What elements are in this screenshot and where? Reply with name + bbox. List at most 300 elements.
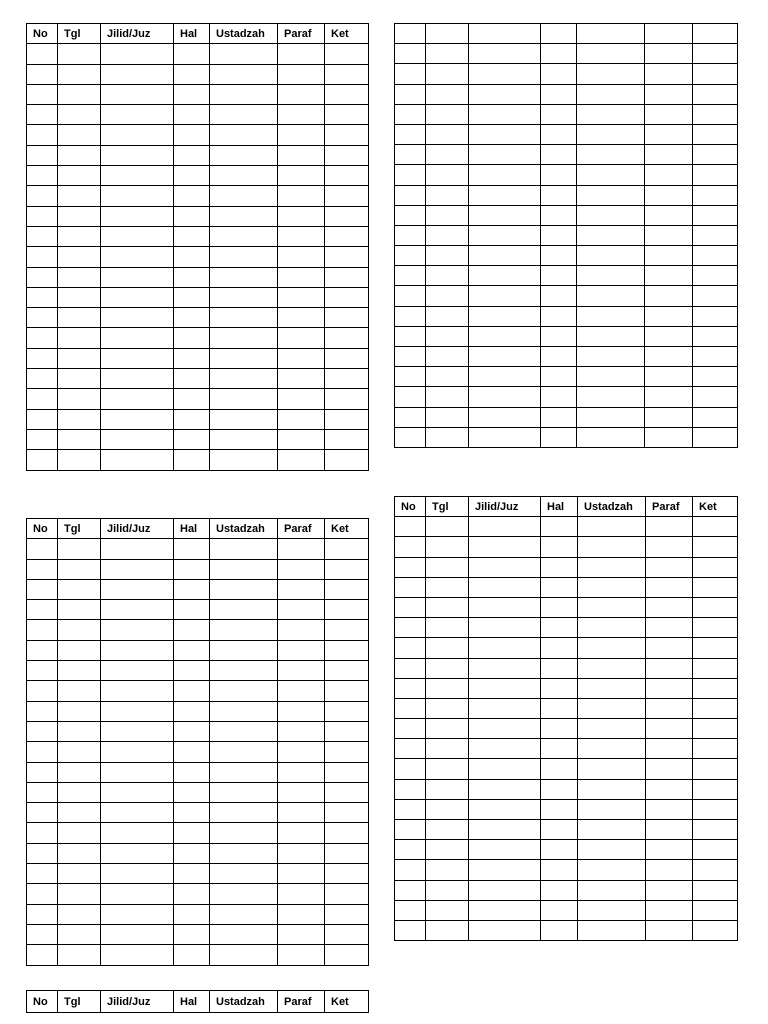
cell-no[interactable] [395, 557, 426, 577]
cell-ustadzah[interactable] [210, 64, 278, 84]
cell-hal[interactable] [174, 945, 210, 965]
cell-ustadzah[interactable] [210, 226, 278, 246]
cell-jilid-juz[interactable] [469, 44, 541, 64]
cell-ustadzah[interactable] [578, 880, 646, 900]
cell-no[interactable] [27, 348, 58, 368]
cell-hal[interactable] [541, 618, 578, 638]
cell-no[interactable] [27, 681, 58, 701]
cell-no[interactable] [395, 246, 426, 266]
cell-no[interactable] [395, 698, 426, 718]
cell-hal[interactable] [541, 104, 577, 124]
cell-hal[interactable] [541, 860, 578, 880]
cell-no[interactable] [395, 326, 426, 346]
cell-ustadzah[interactable] [210, 247, 278, 267]
cell-hal[interactable] [541, 658, 578, 678]
cell-ket[interactable] [693, 145, 738, 165]
cell-ket[interactable] [693, 124, 738, 144]
cell-ket[interactable] [325, 247, 369, 267]
cell-no[interactable] [395, 367, 426, 387]
cell-ustadzah[interactable] [210, 620, 278, 640]
cell-tgl[interactable] [58, 247, 101, 267]
cell-paraf[interactable] [278, 328, 325, 348]
cell-ustadzah[interactable] [210, 287, 278, 307]
cell-hal[interactable] [174, 84, 210, 104]
cell-no[interactable] [27, 742, 58, 762]
cell-jilid-juz[interactable] [101, 369, 174, 389]
cell-paraf[interactable] [278, 742, 325, 762]
cell-jilid-juz[interactable] [469, 840, 541, 860]
cell-hal[interactable] [541, 84, 577, 104]
cell-ustadzah[interactable] [578, 759, 646, 779]
cell-paraf[interactable] [646, 799, 693, 819]
cell-tgl[interactable] [426, 597, 469, 617]
cell-paraf[interactable] [278, 579, 325, 599]
cell-tgl[interactable] [426, 820, 469, 840]
cell-ustadzah[interactable] [577, 246, 645, 266]
cell-paraf[interactable] [646, 698, 693, 718]
cell-paraf[interactable] [278, 84, 325, 104]
cell-jilid-juz[interactable] [469, 517, 541, 537]
cell-ustadzah[interactable] [577, 84, 645, 104]
cell-paraf[interactable] [278, 762, 325, 782]
cell-ustadzah[interactable] [577, 225, 645, 245]
cell-paraf[interactable] [278, 186, 325, 206]
cell-ket[interactable] [325, 389, 369, 409]
cell-ustadzah[interactable] [210, 267, 278, 287]
cell-jilid-juz[interactable] [101, 884, 174, 904]
cell-ket[interactable] [325, 348, 369, 368]
cell-tgl[interactable] [58, 924, 101, 944]
cell-tgl[interactable] [426, 84, 469, 104]
cell-ket[interactable] [325, 226, 369, 246]
cell-ustadzah[interactable] [578, 840, 646, 860]
cell-no[interactable] [27, 620, 58, 640]
cell-no[interactable] [27, 369, 58, 389]
cell-hal[interactable] [174, 429, 210, 449]
cell-paraf[interactable] [645, 205, 693, 225]
cell-ket[interactable] [325, 742, 369, 762]
cell-ket[interactable] [693, 719, 738, 739]
cell-no[interactable] [27, 84, 58, 104]
cell-hal[interactable] [541, 165, 577, 185]
cell-no[interactable] [27, 559, 58, 579]
cell-no[interactable] [27, 701, 58, 721]
cell-ustadzah[interactable] [210, 44, 278, 64]
cell-ustadzah[interactable] [578, 698, 646, 718]
cell-ket[interactable] [325, 823, 369, 843]
cell-hal[interactable] [541, 920, 578, 940]
cell-jilid-juz[interactable] [469, 347, 541, 367]
cell-jilid-juz[interactable] [469, 124, 541, 144]
cell-no[interactable] [27, 661, 58, 681]
cell-paraf[interactable] [278, 44, 325, 64]
cell-jilid-juz[interactable] [469, 24, 541, 44]
cell-hal[interactable] [541, 739, 578, 759]
cell-tgl[interactable] [426, 286, 469, 306]
cell-jilid-juz[interactable] [101, 226, 174, 246]
cell-no[interactable] [395, 597, 426, 617]
cell-ustadzah[interactable] [578, 799, 646, 819]
cell-hal[interactable] [541, 387, 577, 407]
cell-paraf[interactable] [645, 185, 693, 205]
cell-ustadzah[interactable] [578, 517, 646, 537]
cell-jilid-juz[interactable] [469, 185, 541, 205]
cell-paraf[interactable] [278, 206, 325, 226]
cell-paraf[interactable] [646, 779, 693, 799]
cell-tgl[interactable] [426, 920, 469, 940]
cell-ket[interactable] [693, 225, 738, 245]
cell-jilid-juz[interactable] [101, 389, 174, 409]
cell-tgl[interactable] [426, 900, 469, 920]
cell-no[interactable] [395, 678, 426, 698]
cell-hal[interactable] [541, 44, 577, 64]
cell-hal[interactable] [541, 407, 577, 427]
cell-no[interactable] [395, 205, 426, 225]
cell-paraf[interactable] [645, 266, 693, 286]
cell-tgl[interactable] [58, 64, 101, 84]
cell-jilid-juz[interactable] [101, 579, 174, 599]
cell-no[interactable] [395, 84, 426, 104]
cell-ket[interactable] [693, 387, 738, 407]
cell-ket[interactable] [693, 799, 738, 819]
cell-tgl[interactable] [58, 721, 101, 741]
cell-ket[interactable] [693, 427, 738, 447]
cell-hal[interactable] [174, 186, 210, 206]
cell-jilid-juz[interactable] [469, 84, 541, 104]
cell-paraf[interactable] [645, 24, 693, 44]
cell-no[interactable] [395, 347, 426, 367]
cell-ket[interactable] [325, 450, 369, 470]
cell-tgl[interactable] [426, 577, 469, 597]
cell-paraf[interactable] [278, 226, 325, 246]
cell-paraf[interactable] [278, 864, 325, 884]
cell-jilid-juz[interactable] [101, 44, 174, 64]
cell-ustadzah[interactable] [210, 640, 278, 660]
cell-hal[interactable] [541, 719, 578, 739]
cell-no[interactable] [27, 945, 58, 965]
cell-jilid-juz[interactable] [101, 84, 174, 104]
cell-jilid-juz[interactable] [101, 620, 174, 640]
cell-ustadzah[interactable] [210, 206, 278, 226]
cell-ket[interactable] [693, 185, 738, 205]
cell-paraf[interactable] [646, 820, 693, 840]
cell-tgl[interactable] [426, 165, 469, 185]
cell-paraf[interactable] [278, 64, 325, 84]
cell-paraf[interactable] [278, 166, 325, 186]
cell-hal[interactable] [174, 762, 210, 782]
cell-no[interactable] [27, 44, 58, 64]
cell-ustadzah[interactable] [210, 945, 278, 965]
cell-tgl[interactable] [58, 640, 101, 660]
cell-no[interactable] [27, 450, 58, 470]
cell-ustadzah[interactable] [210, 884, 278, 904]
cell-no[interactable] [395, 779, 426, 799]
cell-ustadzah[interactable] [210, 864, 278, 884]
cell-paraf[interactable] [646, 880, 693, 900]
cell-hal[interactable] [541, 266, 577, 286]
cell-tgl[interactable] [58, 904, 101, 924]
cell-tgl[interactable] [426, 779, 469, 799]
cell-no[interactable] [395, 104, 426, 124]
cell-no[interactable] [27, 864, 58, 884]
cell-ustadzah[interactable] [578, 920, 646, 940]
cell-no[interactable] [27, 803, 58, 823]
cell-paraf[interactable] [645, 407, 693, 427]
cell-ustadzah[interactable] [578, 860, 646, 880]
cell-no[interactable] [27, 308, 58, 328]
cell-paraf[interactable] [645, 306, 693, 326]
cell-tgl[interactable] [426, 739, 469, 759]
cell-hal[interactable] [174, 226, 210, 246]
cell-jilid-juz[interactable] [469, 820, 541, 840]
cell-hal[interactable] [541, 759, 578, 779]
cell-ustadzah[interactable] [210, 166, 278, 186]
cell-tgl[interactable] [426, 306, 469, 326]
cell-ket[interactable] [693, 407, 738, 427]
cell-ket[interactable] [693, 306, 738, 326]
cell-ustadzah[interactable] [210, 742, 278, 762]
cell-ustadzah[interactable] [577, 367, 645, 387]
cell-jilid-juz[interactable] [101, 640, 174, 660]
cell-paraf[interactable] [646, 678, 693, 698]
cell-paraf[interactable] [278, 884, 325, 904]
cell-no[interactable] [27, 105, 58, 125]
cell-hal[interactable] [541, 820, 578, 840]
cell-no[interactable] [395, 799, 426, 819]
cell-tgl[interactable] [426, 698, 469, 718]
cell-no[interactable] [27, 600, 58, 620]
cell-jilid-juz[interactable] [101, 64, 174, 84]
cell-no[interactable] [27, 409, 58, 429]
cell-hal[interactable] [174, 742, 210, 762]
cell-paraf[interactable] [278, 105, 325, 125]
cell-ket[interactable] [325, 369, 369, 389]
cell-jilid-juz[interactable] [469, 638, 541, 658]
cell-tgl[interactable] [426, 678, 469, 698]
cell-paraf[interactable] [646, 537, 693, 557]
cell-ustadzah[interactable] [210, 681, 278, 701]
cell-ustadzah[interactable] [210, 450, 278, 470]
cell-no[interactable] [395, 44, 426, 64]
cell-paraf[interactable] [646, 638, 693, 658]
cell-tgl[interactable] [58, 945, 101, 965]
cell-tgl[interactable] [426, 387, 469, 407]
cell-jilid-juz[interactable] [469, 145, 541, 165]
cell-ket[interactable] [325, 945, 369, 965]
cell-tgl[interactable] [426, 185, 469, 205]
cell-no[interactable] [395, 225, 426, 245]
cell-ustadzah[interactable] [577, 427, 645, 447]
cell-ustadzah[interactable] [578, 658, 646, 678]
cell-ket[interactable] [693, 759, 738, 779]
cell-ustadzah[interactable] [577, 145, 645, 165]
cell-ustadzah[interactable] [210, 600, 278, 620]
cell-ustadzah[interactable] [210, 105, 278, 125]
cell-ket[interactable] [693, 618, 738, 638]
cell-hal[interactable] [541, 205, 577, 225]
cell-no[interactable] [27, 206, 58, 226]
cell-ket[interactable] [325, 328, 369, 348]
cell-tgl[interactable] [58, 206, 101, 226]
cell-paraf[interactable] [646, 597, 693, 617]
cell-paraf[interactable] [646, 577, 693, 597]
cell-paraf[interactable] [278, 681, 325, 701]
cell-ket[interactable] [693, 84, 738, 104]
cell-tgl[interactable] [58, 843, 101, 863]
cell-no[interactable] [27, 762, 58, 782]
cell-paraf[interactable] [278, 539, 325, 559]
cell-no[interactable] [27, 247, 58, 267]
cell-ket[interactable] [325, 559, 369, 579]
cell-tgl[interactable] [426, 537, 469, 557]
cell-hal[interactable] [174, 105, 210, 125]
cell-jilid-juz[interactable] [101, 721, 174, 741]
cell-ustadzah[interactable] [210, 661, 278, 681]
cell-ustadzah[interactable] [578, 597, 646, 617]
cell-tgl[interactable] [58, 620, 101, 640]
cell-jilid-juz[interactable] [101, 308, 174, 328]
cell-jilid-juz[interactable] [469, 387, 541, 407]
cell-tgl[interactable] [58, 226, 101, 246]
cell-no[interactable] [27, 904, 58, 924]
cell-jilid-juz[interactable] [469, 407, 541, 427]
cell-jilid-juz[interactable] [101, 247, 174, 267]
cell-no[interactable] [27, 640, 58, 660]
cell-ustadzah[interactable] [210, 84, 278, 104]
cell-tgl[interactable] [58, 559, 101, 579]
cell-ustadzah[interactable] [577, 205, 645, 225]
cell-no[interactable] [395, 900, 426, 920]
cell-tgl[interactable] [58, 600, 101, 620]
cell-ustadzah[interactable] [577, 387, 645, 407]
cell-jilid-juz[interactable] [469, 557, 541, 577]
cell-hal[interactable] [541, 900, 578, 920]
cell-ustadzah[interactable] [577, 306, 645, 326]
cell-hal[interactable] [174, 559, 210, 579]
cell-ustadzah[interactable] [210, 823, 278, 843]
cell-jilid-juz[interactable] [469, 698, 541, 718]
cell-no[interactable] [27, 429, 58, 449]
cell-jilid-juz[interactable] [469, 225, 541, 245]
cell-tgl[interactable] [58, 84, 101, 104]
cell-ustadzah[interactable] [210, 579, 278, 599]
cell-hal[interactable] [174, 125, 210, 145]
cell-paraf[interactable] [645, 286, 693, 306]
cell-ustadzah[interactable] [210, 924, 278, 944]
cell-no[interactable] [395, 306, 426, 326]
cell-ket[interactable] [325, 924, 369, 944]
cell-ket[interactable] [693, 537, 738, 557]
cell-jilid-juz[interactable] [469, 537, 541, 557]
cell-paraf[interactable] [278, 782, 325, 802]
cell-ustadzah[interactable] [577, 266, 645, 286]
cell-no[interactable] [27, 166, 58, 186]
cell-ket[interactable] [693, 205, 738, 225]
cell-no[interactable] [395, 165, 426, 185]
cell-ket[interactable] [693, 557, 738, 577]
cell-jilid-juz[interactable] [101, 600, 174, 620]
cell-ket[interactable] [325, 803, 369, 823]
cell-jilid-juz[interactable] [469, 779, 541, 799]
cell-hal[interactable] [541, 24, 577, 44]
cell-paraf[interactable] [278, 559, 325, 579]
cell-paraf[interactable] [278, 125, 325, 145]
cell-ustadzah[interactable] [578, 577, 646, 597]
cell-tgl[interactable] [426, 880, 469, 900]
cell-hal[interactable] [174, 450, 210, 470]
cell-tgl[interactable] [426, 266, 469, 286]
cell-no[interactable] [27, 328, 58, 348]
cell-ustadzah[interactable] [210, 701, 278, 721]
cell-jilid-juz[interactable] [101, 803, 174, 823]
cell-hal[interactable] [541, 246, 577, 266]
cell-tgl[interactable] [58, 742, 101, 762]
cell-ket[interactable] [325, 145, 369, 165]
cell-jilid-juz[interactable] [101, 409, 174, 429]
cell-hal[interactable] [174, 308, 210, 328]
cell-jilid-juz[interactable] [469, 367, 541, 387]
cell-hal[interactable] [174, 287, 210, 307]
cell-no[interactable] [395, 387, 426, 407]
cell-jilid-juz[interactable] [469, 286, 541, 306]
cell-ustadzah[interactable] [210, 762, 278, 782]
cell-ustadzah[interactable] [210, 843, 278, 863]
cell-ket[interactable] [325, 308, 369, 328]
cell-paraf[interactable] [645, 246, 693, 266]
cell-jilid-juz[interactable] [469, 799, 541, 819]
cell-no[interactable] [27, 267, 58, 287]
cell-hal[interactable] [541, 880, 578, 900]
cell-ustadzah[interactable] [577, 24, 645, 44]
cell-ustadzah[interactable] [210, 409, 278, 429]
cell-no[interactable] [395, 407, 426, 427]
cell-jilid-juz[interactable] [469, 678, 541, 698]
cell-paraf[interactable] [645, 44, 693, 64]
cell-ket[interactable] [325, 84, 369, 104]
cell-tgl[interactable] [58, 145, 101, 165]
cell-paraf[interactable] [278, 924, 325, 944]
cell-hal[interactable] [541, 347, 577, 367]
cell-ustadzah[interactable] [578, 537, 646, 557]
cell-tgl[interactable] [58, 166, 101, 186]
cell-ket[interactable] [325, 105, 369, 125]
cell-hal[interactable] [174, 44, 210, 64]
cell-ket[interactable] [325, 186, 369, 206]
cell-jilid-juz[interactable] [101, 166, 174, 186]
cell-no[interactable] [395, 286, 426, 306]
cell-no[interactable] [395, 638, 426, 658]
cell-tgl[interactable] [58, 539, 101, 559]
cell-hal[interactable] [541, 124, 577, 144]
cell-jilid-juz[interactable] [101, 145, 174, 165]
cell-jilid-juz[interactable] [101, 823, 174, 843]
cell-tgl[interactable] [58, 803, 101, 823]
cell-ket[interactable] [693, 880, 738, 900]
cell-tgl[interactable] [58, 369, 101, 389]
cell-tgl[interactable] [426, 347, 469, 367]
cell-tgl[interactable] [426, 367, 469, 387]
cell-no[interactable] [395, 517, 426, 537]
cell-ustadzah[interactable] [578, 900, 646, 920]
cell-no[interactable] [395, 537, 426, 557]
cell-jilid-juz[interactable] [469, 266, 541, 286]
cell-ket[interactable] [693, 678, 738, 698]
cell-paraf[interactable] [278, 348, 325, 368]
cell-hal[interactable] [174, 681, 210, 701]
cell-hal[interactable] [541, 597, 578, 617]
cell-hal[interactable] [174, 640, 210, 660]
cell-ustadzah[interactable] [577, 104, 645, 124]
